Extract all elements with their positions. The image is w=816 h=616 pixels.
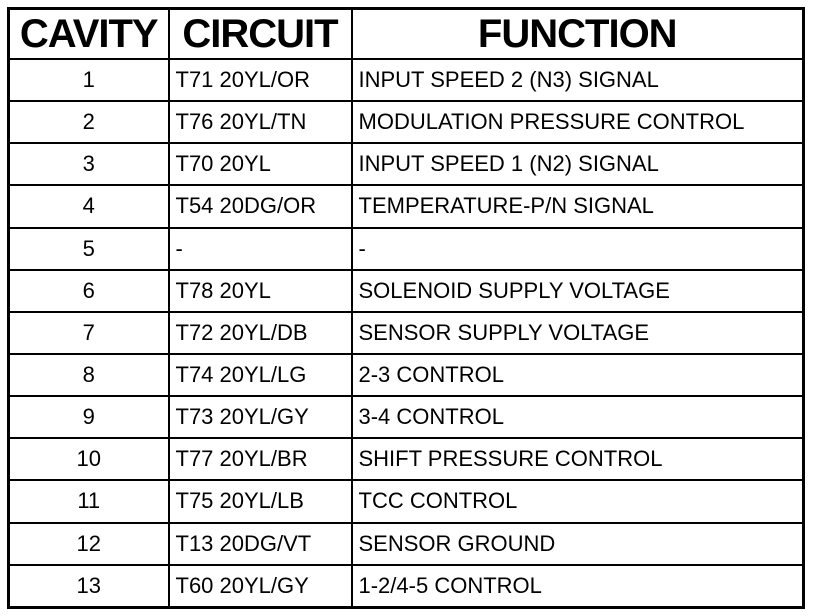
table-row (9, 523, 804, 565)
circuit-cell: T74 20YL/LG (169, 354, 352, 396)
circuit-cell: T60 20YL/GY (169, 565, 352, 608)
connector-pinout-table (7, 7, 805, 609)
table-row (9, 354, 804, 396)
cavity-cell: 6 (9, 270, 169, 312)
circuit-cell: T13 20DG/VT (169, 523, 352, 565)
function-cell: 1-2/4-5 CONTROL (352, 565, 804, 608)
cavity-header: CAVITY (9, 9, 169, 60)
table-row (9, 438, 804, 480)
table-row (9, 59, 804, 101)
cavity-cell: 12 (9, 523, 169, 565)
circuit-cell: - (169, 228, 352, 270)
circuit-cell: T73 20YL/GY (169, 396, 352, 438)
circuit-cell: T78 20YL (169, 270, 352, 312)
function-cell: INPUT SPEED 1 (N2) SIGNAL (352, 143, 804, 185)
circuit-cell: T72 20YL/DB (169, 312, 352, 354)
cavity-cell: 9 (9, 396, 169, 438)
table-row (9, 185, 804, 227)
function-cell: MODULATION PRESSURE CONTROL (352, 101, 804, 143)
cavity-cell: 11 (9, 480, 169, 522)
table-row (9, 480, 804, 522)
circuit-cell: T71 20YL/OR (169, 59, 352, 101)
table-row (9, 228, 804, 270)
table-row (9, 101, 804, 143)
function-cell: SENSOR GROUND (352, 523, 804, 565)
circuit-cell: T54 20DG/OR (169, 185, 352, 227)
function-cell: TCC CONTROL (352, 480, 804, 522)
cavity-cell: 10 (9, 438, 169, 480)
function-cell: SOLENOID SUPPLY VOLTAGE (352, 270, 804, 312)
function-cell: SENSOR SUPPLY VOLTAGE (352, 312, 804, 354)
cavity-cell: 2 (9, 101, 169, 143)
function-cell: TEMPERATURE-P/N SIGNAL (352, 185, 804, 227)
table-row (9, 312, 804, 354)
circuit-header: CIRCUIT (169, 9, 352, 60)
cavity-cell: 5 (9, 228, 169, 270)
circuit-cell: T70 20YL (169, 143, 352, 185)
circuit-cell: T77 20YL/BR (169, 438, 352, 480)
header-row (9, 9, 804, 60)
cavity-cell: 4 (9, 185, 169, 227)
table-row (9, 143, 804, 185)
cavity-cell: 13 (9, 565, 169, 608)
circuit-cell: T75 20YL/LB (169, 480, 352, 522)
cavity-cell: 3 (9, 143, 169, 185)
table-row (9, 396, 804, 438)
function-header: FUNCTION (352, 9, 804, 60)
function-cell: 3-4 CONTROL (352, 396, 804, 438)
function-cell: SHIFT PRESSURE CONTROL (352, 438, 804, 480)
cavity-cell: 7 (9, 312, 169, 354)
cavity-cell: 1 (9, 59, 169, 101)
cavity-cell: 8 (9, 354, 169, 396)
circuit-cell: T76 20YL/TN (169, 101, 352, 143)
function-cell: INPUT SPEED 2 (N3) SIGNAL (352, 59, 804, 101)
table-row (9, 565, 804, 608)
function-cell: - (352, 228, 804, 270)
table-row (9, 270, 804, 312)
function-cell: 2-3 CONTROL (352, 354, 804, 396)
